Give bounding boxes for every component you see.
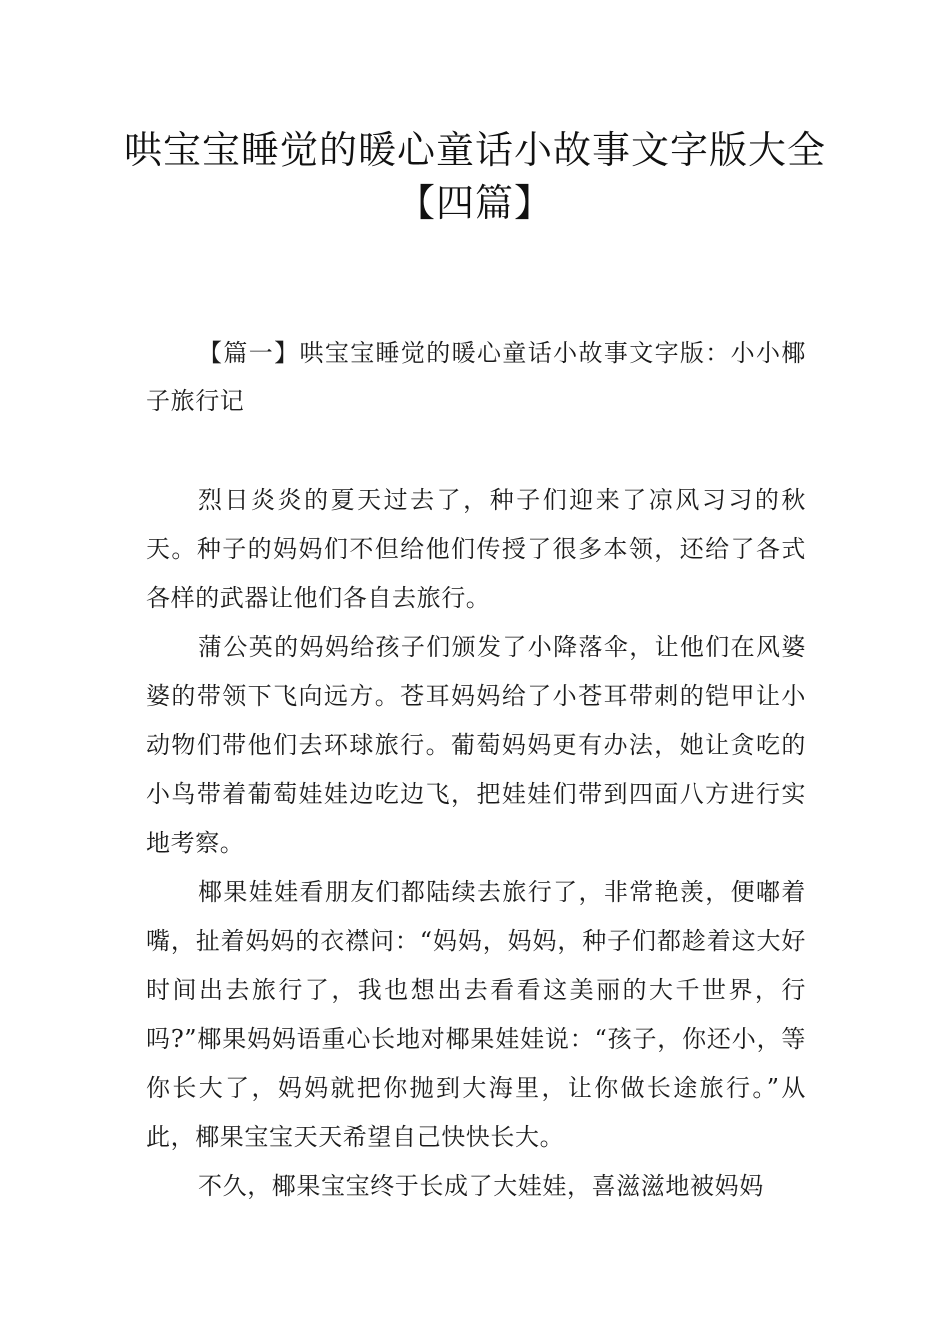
section-heading: 【篇一】哄宝宝睡觉的暖心童话小故事文字版：小小椰子旅行记 <box>146 339 806 415</box>
paragraph-3: 椰果娃娃看朋友们都陆续去旅行了，非常艳羡，便嘟着嘴，扯着妈妈的衣襟问：“妈妈，妈妈，种子们都趁着这大好时间出去旅行了，我也想出去看看这美丽的大千世界，行吗?”椰果妈妈语重心长地对椰果娃娃说：“孩子，你还小，等你长大了，妈妈就把你抛到大海里，让你做长途旅行。”从此，椰果宝宝天天希望自己快快长大。 <box>146 878 806 1151</box>
paragraph-1: 烈日炎炎的夏天过去了，种子们迎来了凉风习习的秋天。种子的妈妈们不但给他们传授了很多本领，还给了各式各样的武器让他们各自去旅行。 <box>146 486 806 612</box>
paragraph-2: 蒲公英的妈妈给孩子们颁发了小降落伞，让他们在风婆婆的带领下飞向远方。苍耳妈妈给了小苍耳带刺的铠甲让小动物们带他们去环球旅行。葡萄妈妈更有办法，她让贪吃的小鸟带着葡萄娃娃边吃边飞，把娃娃们带到四面八方进行实地考察。 <box>146 633 806 857</box>
title-line-1: 哄宝宝睡觉的暖心童话小故事文字版大全 <box>123 128 826 172</box>
story-body <box>146 476 806 1211</box>
document-title <box>100 124 850 230</box>
title-line-2: 【四篇】 <box>396 181 553 225</box>
paragraph-4: 不久，椰果宝宝终于长成了大娃娃，喜滋滋地被妈妈 <box>198 1172 764 1200</box>
